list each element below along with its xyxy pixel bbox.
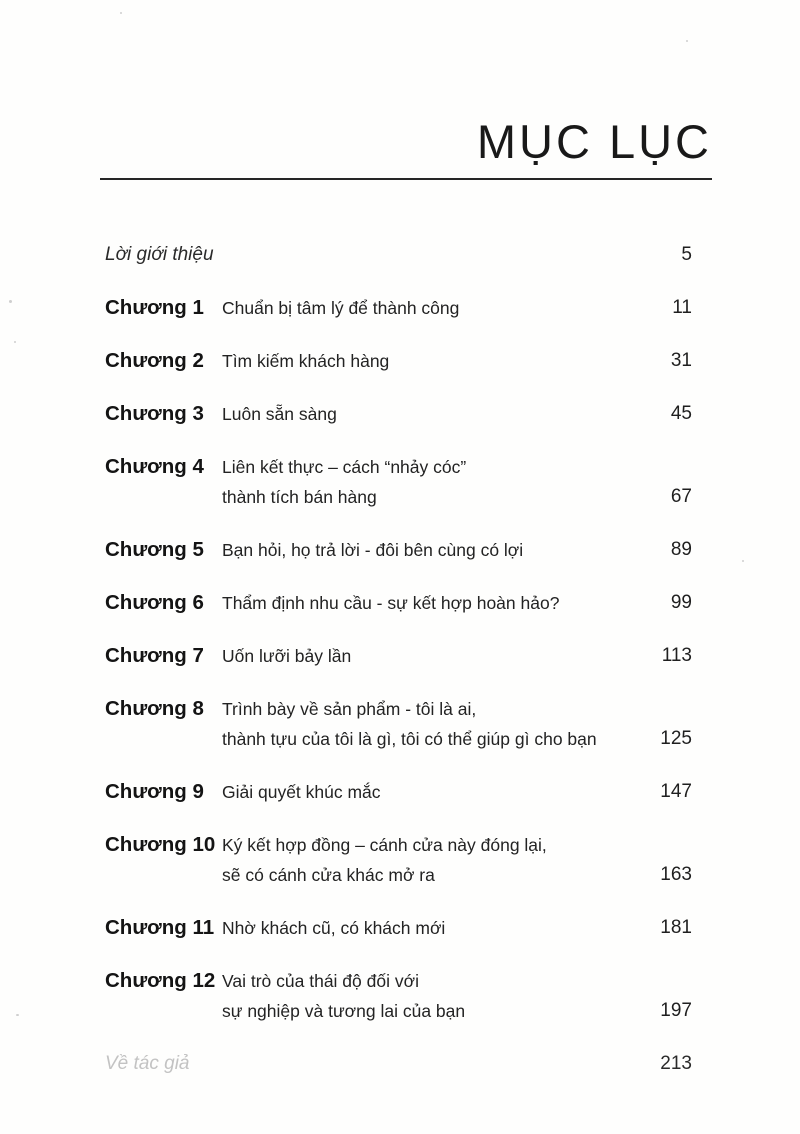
toc-row — [105, 777, 692, 807]
chapter-label: Chương 8 — [105, 697, 204, 720]
page-number: 67 — [670, 486, 692, 507]
scan-speck — [9, 300, 12, 303]
chapter-label: Chương 9 — [105, 780, 204, 803]
chapter-title: Uốn lưỡi bảy lần — [222, 646, 352, 666]
chapter-label: Chương 10 — [105, 833, 216, 856]
page-number: 113 — [661, 645, 692, 666]
chapter-label: Chương 11 — [105, 916, 215, 939]
toc-row-outro — [105, 1049, 692, 1079]
chapter-label: Chương 1 — [105, 296, 204, 319]
scan-speck — [14, 341, 16, 343]
scan-speck — [16, 1014, 19, 1016]
intro-label: Lời giới thiệu — [105, 244, 214, 265]
chapter-title: Liên kết thực – cách “nhảy cóc” thành tích bán hàng — [222, 457, 467, 507]
chapter-title: Giải quyết khúc mắc — [222, 782, 381, 802]
chapter-title: Luôn sẵn sàng — [222, 404, 337, 424]
toc-row — [105, 399, 692, 429]
chapter-label: Chương 12 — [105, 969, 216, 992]
toc-row — [105, 694, 692, 754]
page-number: 213 — [660, 1053, 692, 1074]
chapter-label: Chương 5 — [105, 538, 204, 561]
page-number: 197 — [660, 1000, 692, 1021]
toc-row — [105, 452, 692, 512]
chapter-label: Chương 7 — [105, 644, 204, 667]
scan-speck — [120, 12, 122, 14]
page-number: 31 — [670, 350, 692, 371]
chapter-title: Trình bày về sản phẩm - tôi là ai, thành tựu của tôi là gì, tôi có thể giúp gì cho bạn — [222, 699, 597, 749]
scan-speck — [686, 40, 688, 42]
chapter-title: Thẩm định nhu cầu - sự kết hợp hoàn hảo? — [222, 593, 560, 613]
title-rule — [100, 178, 712, 180]
chapter-title: Tìm kiếm khách hàng — [222, 351, 390, 371]
chapter-label: Chương 2 — [105, 349, 204, 372]
chapter-title: Nhờ khách cũ, có khách mới — [222, 918, 446, 938]
chapter-label: Chương 6 — [105, 591, 204, 614]
toc-row-intro — [105, 240, 692, 270]
toc-row — [105, 913, 692, 943]
page-number: 11 — [672, 297, 692, 318]
chapter-title: Chuẩn bị tâm lý để thành công — [222, 298, 460, 318]
page-number: 5 — [681, 244, 692, 265]
toc-row — [105, 346, 692, 376]
outro-label: Về tác giả — [105, 1053, 190, 1074]
chapter-label: Chương 4 — [105, 455, 204, 478]
page-number: 89 — [670, 539, 692, 560]
page-number: 45 — [670, 403, 692, 424]
toc-row — [105, 588, 692, 618]
page-number: 99 — [670, 592, 692, 613]
toc-row — [105, 966, 692, 1026]
toc-row — [105, 293, 692, 323]
chapter-title: Vai trò của thái độ đối với sự nghiệp và tương lai của bạn — [222, 971, 466, 1021]
chapter-title: Ký kết hợp đồng – cánh cửa này đóng lại, sẽ có cánh cửa khác mở ra — [222, 835, 547, 885]
scan-speck — [742, 560, 744, 562]
page-title: MỤC LỤC — [476, 115, 712, 168]
toc-row — [105, 830, 692, 890]
chapter-label: Chương 3 — [105, 402, 204, 425]
page-number: 147 — [660, 781, 692, 802]
table-of-contents — [105, 240, 692, 1079]
chapter-title: Bạn hỏi, họ trả lời - đôi bên cùng có lợi — [222, 540, 524, 560]
toc-row — [105, 641, 692, 671]
page-number: 125 — [660, 728, 692, 749]
page-header — [0, 0, 800, 180]
toc-row — [105, 535, 692, 565]
page-number: 181 — [660, 917, 692, 938]
page-number: 163 — [660, 864, 692, 885]
